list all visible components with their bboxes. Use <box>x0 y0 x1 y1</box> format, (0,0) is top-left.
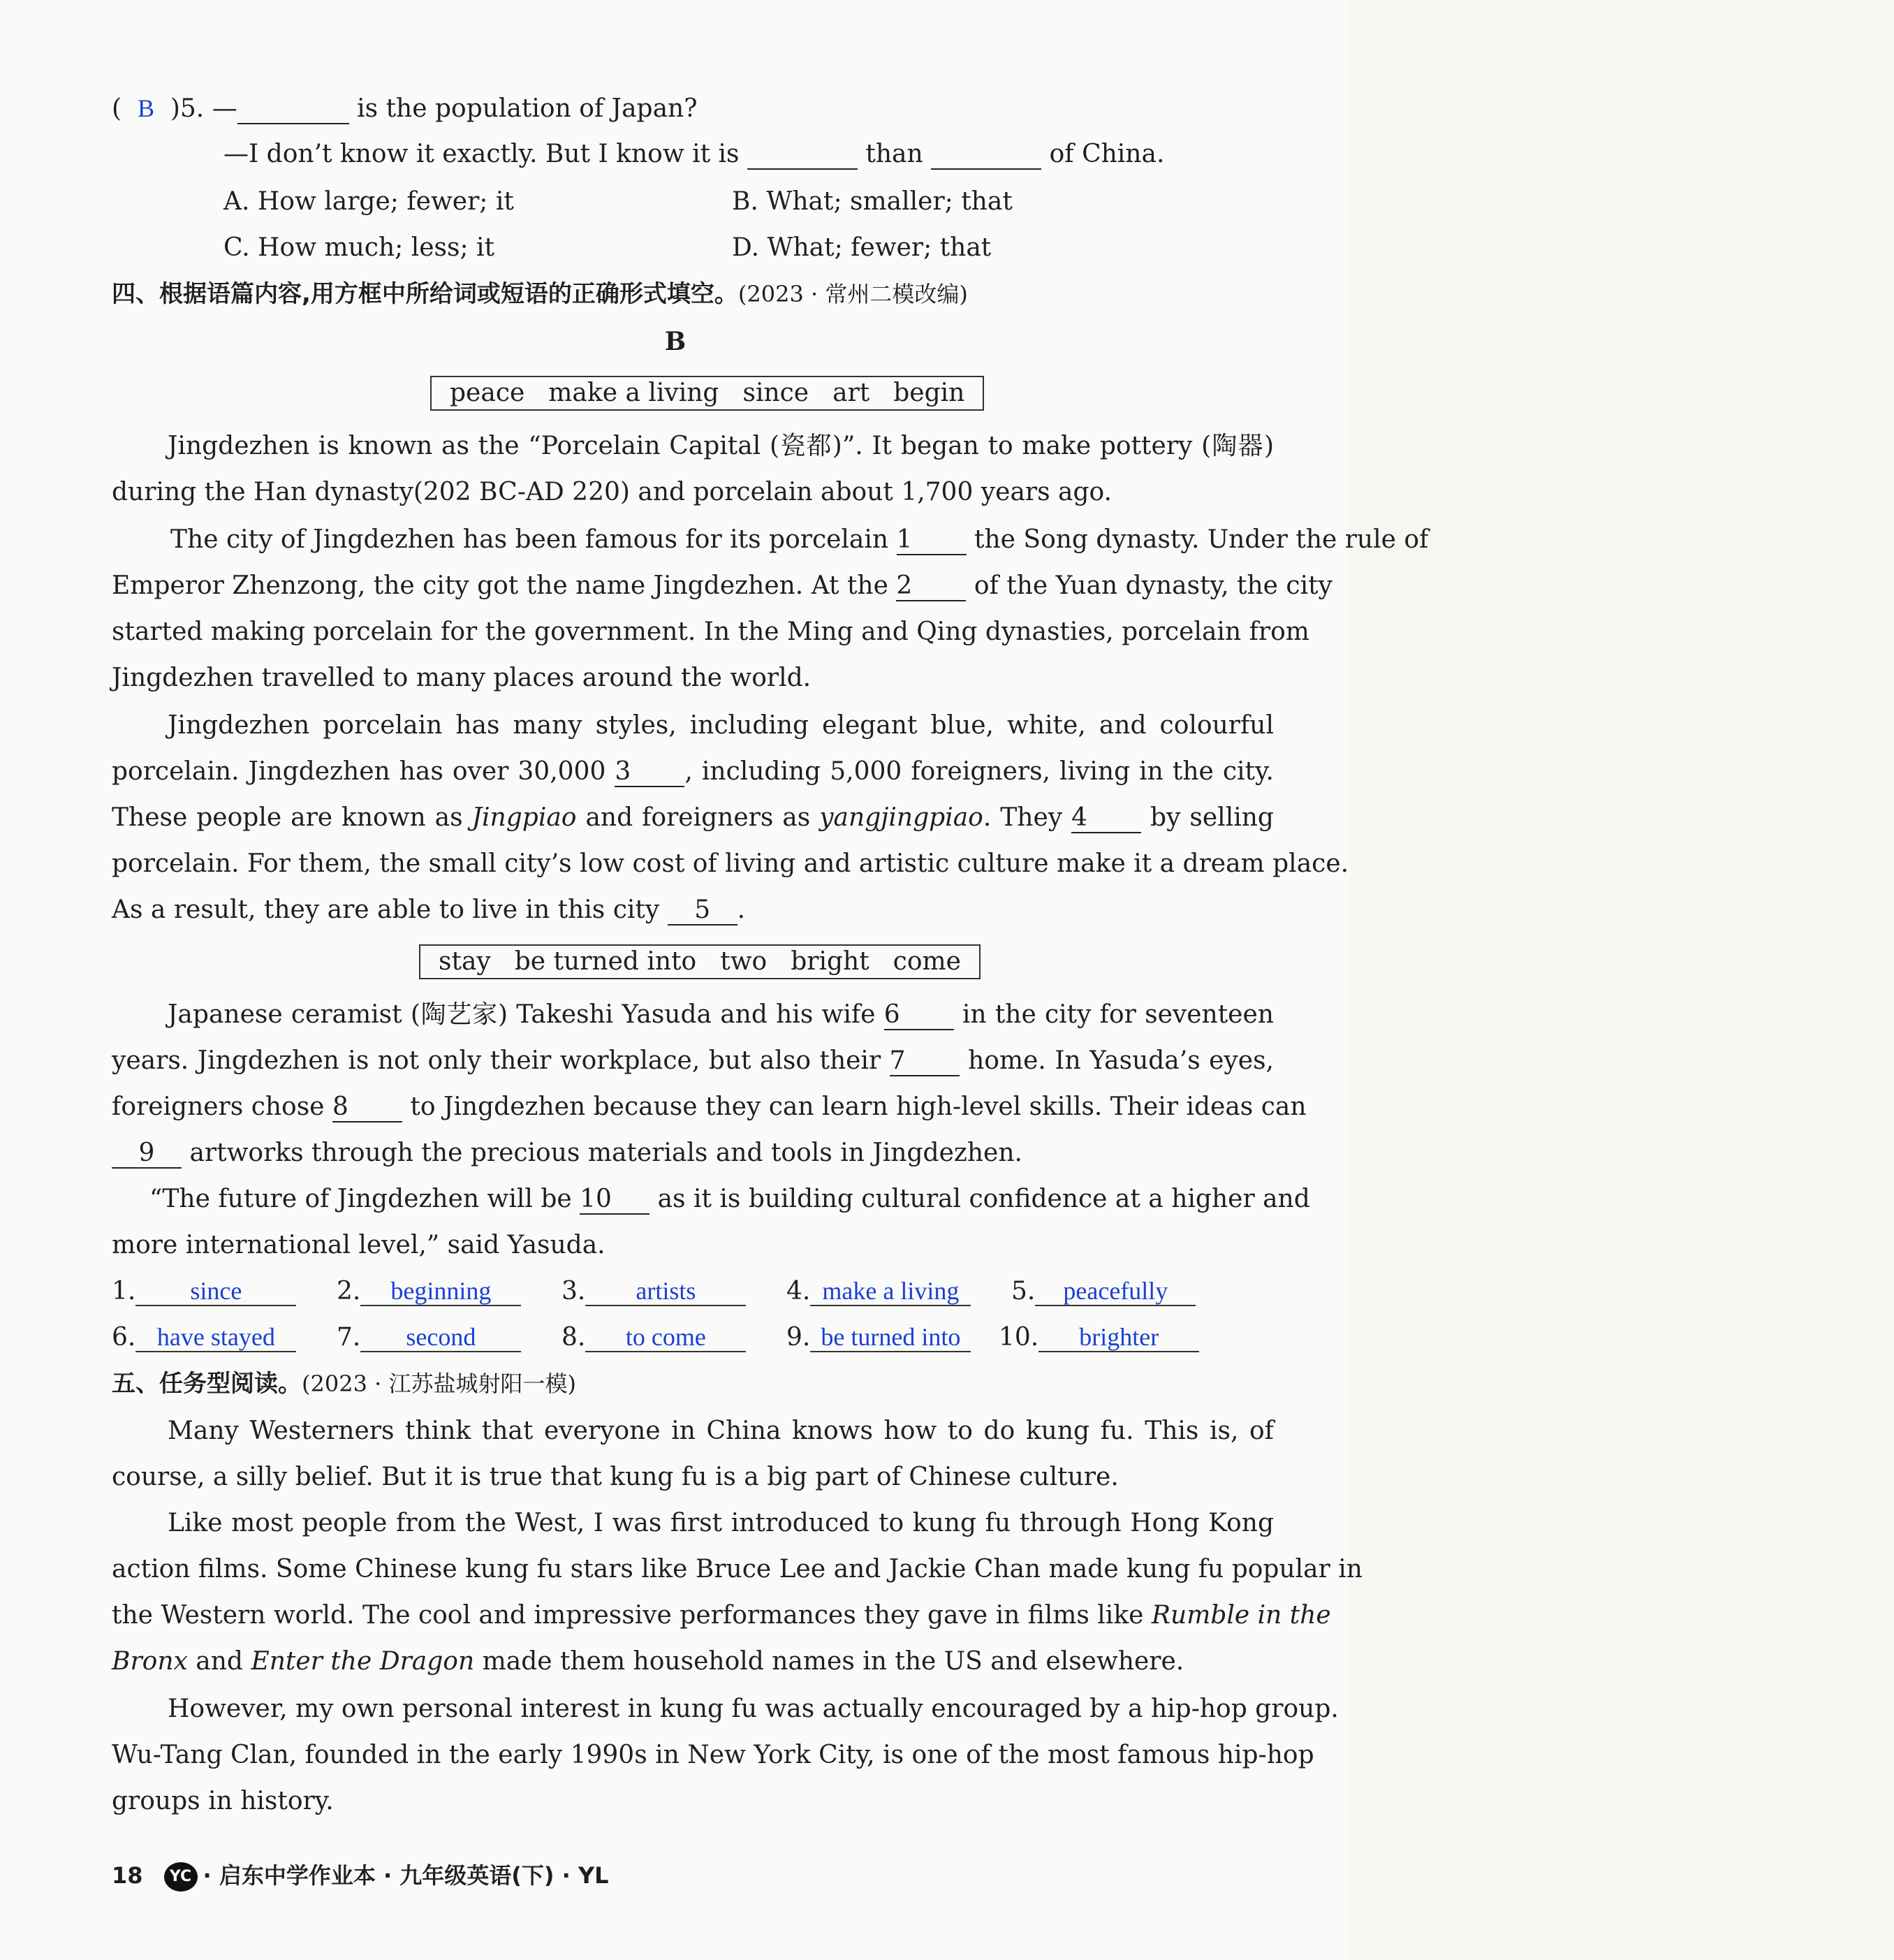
section-4-title: 四、根据语篇内容,用方框中所给词或短语的正确形式填空。(2023 · 常州二模改编) <box>112 280 968 308</box>
paragraph-1: Jingdezhen is known as the “Porcelain Capital (瓷都)”. It began to make pottery (陶器) <box>168 432 1274 460</box>
paragraph-3: Jingdezhen porcelain has many styles, including elegant blue, white, and colourful <box>168 711 1274 740</box>
part-label: B <box>664 327 687 356</box>
word-box-1: peace make a living since art begin <box>430 376 984 411</box>
reading-paragraph-3: However, my own personal interest in kung fu was actually encouraged by a hip-hop group. <box>168 1695 1339 1723</box>
question-5-reply: —I don’t know it exactly. But I know it is than of China. <box>223 140 1165 168</box>
reading-paragraph-2: Like most people from the West, I was first introduced to kung fu through Hong Kong <box>168 1509 1274 1537</box>
answer-2: beginning <box>360 1277 521 1306</box>
answer-5: peacefully <box>1035 1277 1196 1306</box>
answer-1: since <box>135 1277 296 1306</box>
answer-4: make a living <box>810 1277 971 1306</box>
workbook-page: ( B )5. — is the population of Japan? —I don’t know it exactly. But I know it is than of China. A. How large; fewer; it B. What; smaller; that C. How much; less; it D. What; fewer; that 四、根据语篇内容,用方框中所给词或短语的正确形式填空。(2023 · 常州二模改编) B peace make a living since art begin Jingdezhen is known as the “Porcelain Capital (瓷都)”. It began to make pottery (陶器) during the Han dynasty(202 BC-AD 220) and porcelain about 1,700 years ago. The city of Jingdezhen has been famous for its porcelain 1 the Song dynasty. Under the rule of Emperor Zhenzong, the city got the name Jingdezhen. At the 2 of the Yuan dynasty, the city started making porcelain for the government. In the Ming and Qing dynasties, porcelain from Jingdezhen travelled to many places around the world. Jingdezhen porcelain has many styles, including elegant blue, white, and colourful porcelain. Jingdezhen has over 30,000 3 , including 5,000 foreigners, living in the city. These people are known as Jingpiao and foreigners as yangjingpiao. They 4 by selling porcelain. For them, the small city’s low cost of living and artistic culture make it a dream place. As a result, they are able to live in this city 5 . stay be turned into two bright come Japanese ceramist (陶艺家) Takeshi Yasuda and his wife 6 in the city for seventeen years. Jingdezhen is not only their workplace, but also their 7 home. In Yasuda’s eyes, foreigners chose 8 to Jingdezhen because they can learn high-level skills. Their ideas can 9 artworks through the precious materials and tools in Jingdezhen. “The future of Jingdezhen will be 10 as it is building cultural confidence at a higher and more international level,” said Yasuda. 1. since 2. beginning 3. artists 4. make a living 5. peacefully 6. have stayed 7. second 8. to come 9. be turned into 10. brighter 五、任务型阅读。(2023 · 江苏盐城射阳一模) Many Westerners think that everyone in China knows how to do kung fu. This is, of course, a silly belief. But it is true that kung fu is a big part of Chinese culture. Like most people from the West, I was first introduced to kung fu through Hong Kong action films. Some Chinese kung fu stars like Bruce Lee and Jackie Chan made kung fu popular in the Western world. The cool and impressive performances they gave in films like Rumble in the Bronx and Enter the Dragon made them household names in the US and elsewhere. However, my own personal interest in kung fu was actually encouraged by a hip-hop group. Wu-Tang Clan, founded in the early 1990s in New York City, is one of the most famous hip-hop groups in history. 18 YC · 启东中学作业本 · 九年级英语(下) · YL <box>0 0 1351 1960</box>
question-5-stem: ( B )5. — is the population of Japan? <box>112 94 698 123</box>
reading-paragraph-1: Many Westerners think that everyone in China knows how to do kung fu. This is, of <box>168 1417 1274 1445</box>
option-a: A. How large; fewer; it <box>223 187 514 216</box>
answer-7: second <box>360 1323 521 1352</box>
paragraph-5: “The future of Jingdezhen will be 10 as it is building cultural confidence at a higher and <box>149 1185 1310 1213</box>
publisher-logo-icon: YC <box>164 1862 198 1892</box>
answer-3: artists <box>585 1277 746 1306</box>
book-title: · 启东中学作业本 · 九年级英语(下) · YL <box>203 1862 609 1889</box>
answer-mark: B <box>137 94 154 122</box>
answer-9: be turned into <box>810 1323 971 1352</box>
blank <box>237 95 349 124</box>
paragraph-2: The city of Jingdezhen has been famous for its porcelain 1 the Song dynasty. Under the rule of <box>170 525 1429 554</box>
option-c: C. How much; less; it <box>223 233 495 262</box>
paragraph-4: Japanese ceramist (陶艺家) Takeshi Yasuda and his wife 6 in the city for seventeen <box>168 1000 1274 1029</box>
answer-10: brighter <box>1038 1323 1199 1352</box>
option-b: B. What; smaller; that <box>732 187 1013 216</box>
word-box-2: stay be turned into two bright come <box>419 944 981 979</box>
answer-6: have stayed <box>135 1323 296 1352</box>
page-number: 18 <box>112 1862 143 1889</box>
section-5-title: 五、任务型阅读。(2023 · 江苏盐城射阳一模) <box>112 1370 576 1398</box>
answer-8: to come <box>585 1323 746 1352</box>
option-d: D. What; fewer; that <box>732 233 992 262</box>
page-footer <box>112 1858 609 1892</box>
